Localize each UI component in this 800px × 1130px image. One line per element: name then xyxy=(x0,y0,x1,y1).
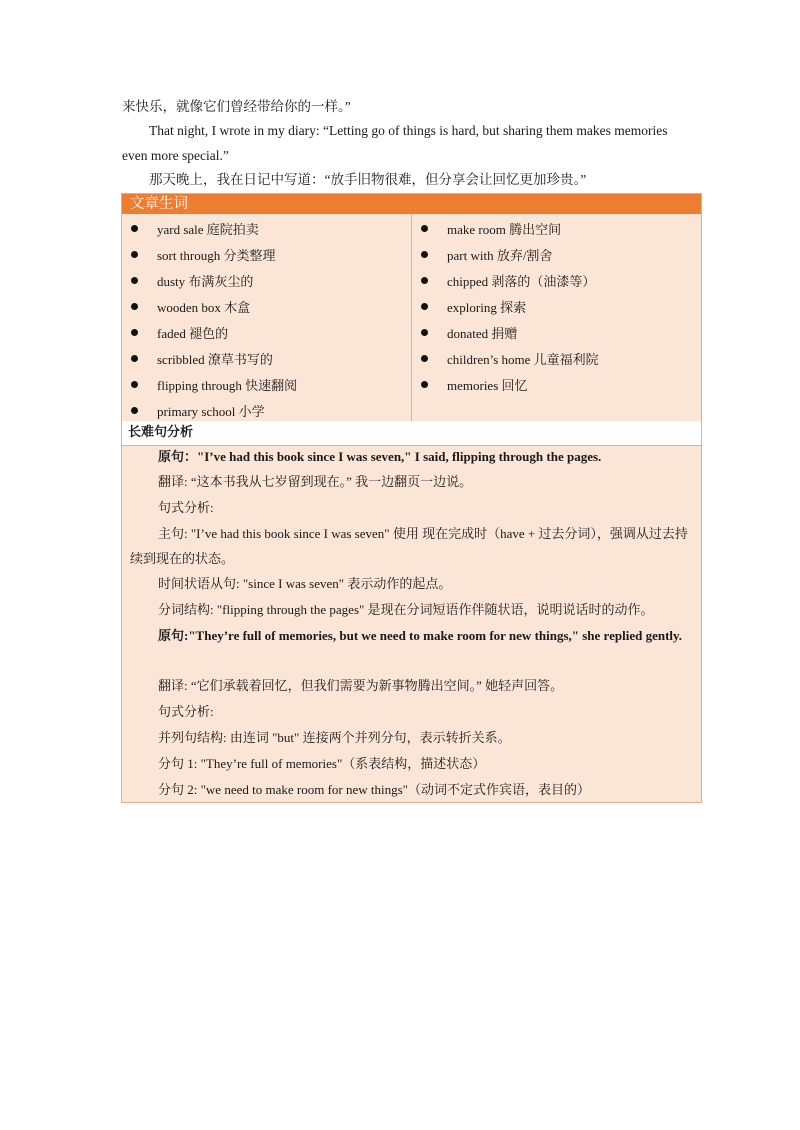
story-paragraph-chinese-text: 那天晚上，我在日记中写道：“放手旧物很难，但分享会让回忆更加珍贵。” xyxy=(149,172,587,187)
original-sentence-1: 原句："I’ve had this book since I was seven," I said, flipping through the pages. xyxy=(158,449,602,464)
vocab-item xyxy=(412,345,701,371)
bullet-icon xyxy=(131,355,138,362)
vocabulary-column-left xyxy=(122,214,412,422)
vocab-item xyxy=(122,319,411,345)
vocabulary-title: 文章生词 xyxy=(122,194,701,214)
vocab-item xyxy=(412,319,701,345)
vocab-item xyxy=(122,397,411,423)
vocab-item xyxy=(122,241,411,267)
vocab-term: scribbled 潦草书写的 xyxy=(157,351,273,367)
vocab-item xyxy=(412,371,701,397)
structure-heading-1: 句式分析: xyxy=(158,500,214,515)
vocab-term: chipped 剥落的（油漆等） xyxy=(447,273,596,289)
vocab-term: donated 捐赠 xyxy=(447,325,518,341)
bullet-icon xyxy=(131,225,138,232)
bullet-icon xyxy=(421,303,428,310)
vocab-item xyxy=(122,371,411,397)
bullet-icon xyxy=(131,381,138,388)
vocab-term: primary school 小学 xyxy=(157,403,265,419)
vocab-term: flipping through 快速翻阅 xyxy=(157,377,298,393)
vocabulary-columns xyxy=(122,214,701,422)
clause-1-analysis: 分句 1: "They’re full of memories"（系表结构，描述状态） xyxy=(158,756,486,771)
analysis-title: 长难句分析 xyxy=(121,421,702,446)
vocab-item xyxy=(412,215,701,241)
bullet-icon xyxy=(421,381,428,388)
bullet-icon xyxy=(131,251,138,258)
compound-sentence-analysis: 并列句结构: 由连词 "but" 连接两个并列分句，表示转折关系。 xyxy=(158,730,511,745)
vocab-item xyxy=(412,267,701,293)
vocab-term: children’s home 儿童福利院 xyxy=(447,351,599,367)
vocab-term: memories 回忆 xyxy=(447,377,528,393)
vocab-item xyxy=(412,293,701,319)
story-paragraph-english xyxy=(122,118,687,168)
vocab-term: yard sale 庭院拍卖 xyxy=(157,221,259,237)
vocab-item xyxy=(122,215,411,241)
vocab-term: dusty 布满灰尘的 xyxy=(157,273,254,289)
bullet-icon xyxy=(131,407,138,414)
vocab-term: sort through 分类整理 xyxy=(157,247,276,263)
analysis-section xyxy=(121,446,702,803)
story-paragraph-end: 来快乐，就像它们曾经带给你的一样。” xyxy=(122,99,351,114)
vocab-item xyxy=(412,241,701,267)
vocab-term: make room 腾出空间 xyxy=(447,221,562,237)
vocabulary-column-right xyxy=(412,214,701,422)
clause-2-analysis: 分句 2: "we need to make room for new things"（动词不定式作宾语，表目的） xyxy=(158,782,590,797)
vocab-term: wooden box 木盒 xyxy=(157,299,251,315)
vocabulary-table xyxy=(121,193,702,423)
bullet-icon xyxy=(131,277,138,284)
bullet-icon xyxy=(421,355,428,362)
bullet-icon xyxy=(421,225,428,232)
bullet-icon xyxy=(421,329,428,336)
translation-1: 翻译: “这本书我从七岁留到现在。” 我一边翻页一边说。 xyxy=(158,474,473,489)
bullet-icon xyxy=(421,277,428,284)
story-paragraph-chinese xyxy=(122,167,682,192)
vocab-term: part with 放弃/割舍 xyxy=(447,247,553,263)
bullet-icon xyxy=(421,251,428,258)
time-clause-analysis: 时间状语从句: "since I was seven" 表示动作的起点。 xyxy=(158,576,452,591)
participle-analysis: 分词结构: "flipping through the pages" 是现在分词短语作伴随状语，说明说话时的动作。 xyxy=(158,602,654,617)
translation-2: 翻译: “它们承载着回忆，但我们需要为新事物腾出空间。” 她轻声回答。 xyxy=(158,678,564,693)
story-paragraph-english-text: That night, I wrote in my diary: “Letting go of things is hard, but sharing them makes memories even more special.” xyxy=(122,123,668,163)
structure-heading-2: 句式分析: xyxy=(158,704,214,719)
vocab-term: faded 褪色的 xyxy=(157,325,229,341)
original-sentence-2: 原句:"They’re full of memories, but we need to make room for new things," she replied gently. xyxy=(158,628,683,643)
bullet-icon xyxy=(131,303,138,310)
vocab-item xyxy=(122,345,411,371)
vocab-item xyxy=(122,293,411,319)
vocab-term: exploring 探索 xyxy=(447,299,527,315)
vocab-item xyxy=(122,267,411,293)
bullet-icon xyxy=(131,329,138,336)
main-clause-analysis: 主句: "I’ve had this book since I was seven" 使用 现在完成时（have + 过去分词），强调从过去持续到现在的状态。 xyxy=(130,526,688,566)
